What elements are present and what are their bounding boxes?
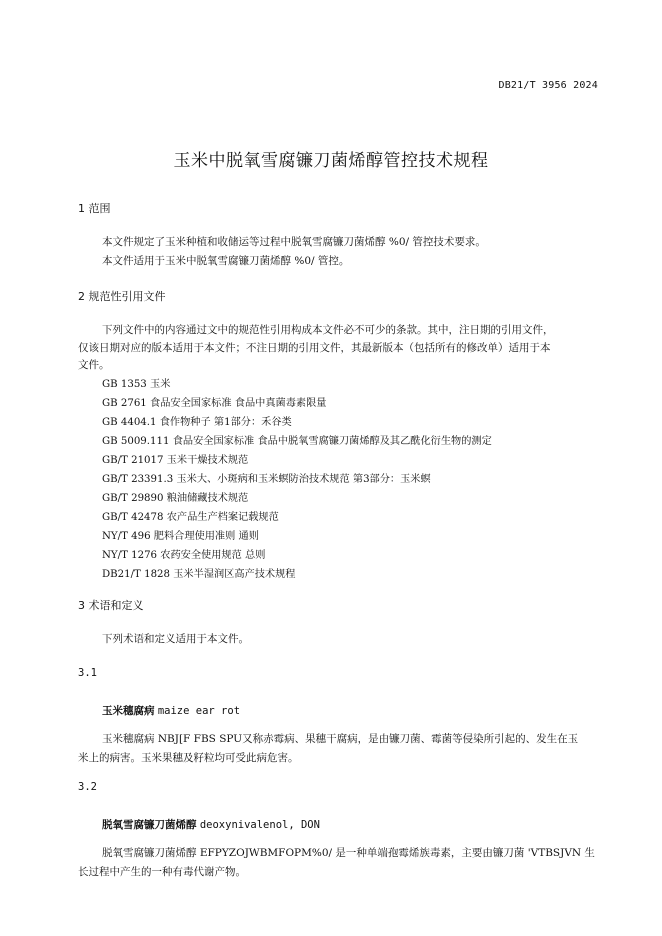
reference-item: GB/T 42478 农产品生产档案记载规范 — [102, 512, 279, 523]
term-definition: 长过程中产生的一种有毒代谢产物。 — [78, 866, 246, 878]
reference-item: GB 5009.111 食品安全国家标准 食品中脱氧雪腐镰刀菌烯醇及其乙酰化衍生物的测定 — [102, 436, 492, 447]
section-2-intro: 下列文件中的内容通过文中的规范性引用构成本文件必不可少的条款。其中，注日期的引用文件， — [102, 324, 554, 336]
section-3-intro: 下列术语和定义适用于本文件。 — [102, 633, 249, 645]
term-title — [102, 817, 320, 832]
section-1-paragraph: 本文件适用于玉米中脱氧雪腐镰刀菌烯醇 %0/ 管控。 — [102, 255, 350, 267]
standard-code: DB21/T 3956 2024 — [498, 80, 598, 91]
reference-item: DB21/T 1828 玉米半湿润区高产技术规程 — [102, 569, 296, 580]
term-english-name: maize ear rot — [157, 705, 241, 717]
term-chinese-name: 玉米穗腐病 — [102, 705, 155, 717]
section-3-heading: 3 术语和定义 — [78, 599, 144, 612]
reference-item: GB/T 23391.3 玉米大、小斑病和玉米螟防治技术规范 第3部分：玉米螟 — [102, 474, 431, 485]
term-english-name: deoxynivalenol, DON — [199, 819, 320, 831]
term-definition: 玉米穗腐病 NBJ[F FBS SPU又称赤霉病、果穗干腐病，是由镰刀菌、霉菌等侵染所引起的、发生在玉 — [102, 733, 579, 745]
reference-item: NY/T 496 肥料合理使用准则 通则 — [102, 531, 259, 542]
section-1-paragraph: 本文件规定了玉米种植和收储运等过程中脱氧雪腐镰刀菌烯醇 %0/ 管控技术要求。 — [102, 236, 486, 248]
reference-item: GB 4404.1 食作物种子 第1部分：禾谷类 — [102, 417, 292, 428]
reference-item: NY/T 1276 农药安全使用规范 总则 — [102, 550, 266, 561]
term-definition: 米上的病害。玉米果穗及籽粒均可受此病危害。 — [78, 752, 299, 764]
term-chinese-name: 脱氧雪腐镰刀菌烯醇 — [102, 819, 197, 831]
section-2-intro: 文件。 — [78, 359, 110, 371]
section-2-heading: 2 规范性引用文件 — [78, 290, 166, 303]
reference-item: GB/T 21017 玉米干燥技术规范 — [102, 455, 249, 466]
section-1-heading: 1 范围 — [78, 202, 111, 215]
term-number: 3.2 — [78, 781, 97, 793]
term-definition: 脱氧雪腐镰刀菌烯醇 EFPYZOJWBMFOPM%0/ 是一种单端孢霉烯族毒素，主要由镰刀菌 'VTBSJVN 生 — [102, 847, 595, 859]
reference-item: GB 1353 玉米 — [102, 379, 171, 390]
document-title: 玉米中脱氧雪腐镰刀菌烯醇管控技术规程 — [173, 151, 489, 171]
section-2-intro: 仅该日期对应的版本适用于本文件；不注日期的引用文件，其最新版本（包括所有的修改单）适用于本 — [78, 342, 551, 354]
term-number: 3.1 — [78, 667, 97, 679]
reference-item: GB 2761 食品安全国家标准 食品中真菌毒素限量 — [102, 398, 327, 409]
term-title — [102, 703, 240, 718]
reference-item: GB/T 29890 粮油储藏技术规范 — [102, 493, 249, 504]
